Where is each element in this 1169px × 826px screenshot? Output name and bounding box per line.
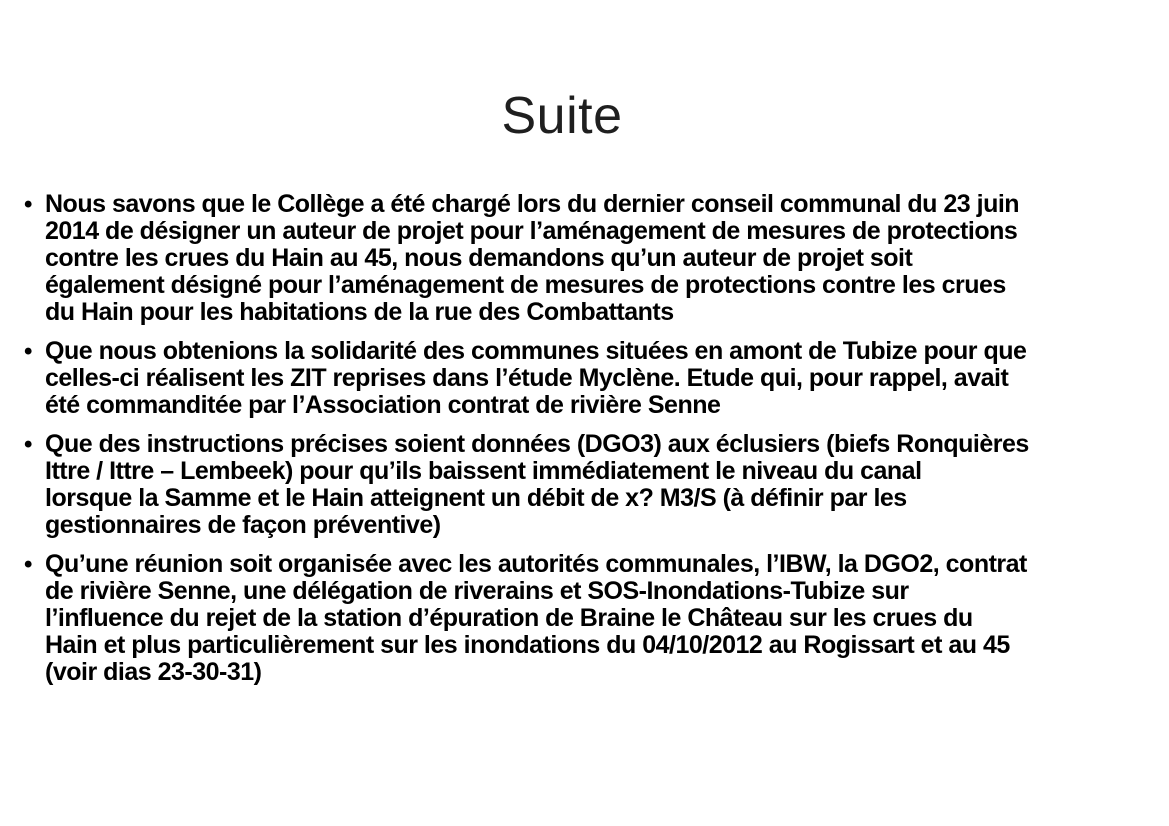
bullet-line: contre les crues du Hain au 45, nous demandons qu’un auteur de projet soit xyxy=(45,244,913,272)
bullet-line: celles-ci réalisent les ZIT reprises dans l’étude Myclène. Etude qui, pour rappel, avait xyxy=(45,364,1009,392)
bullet-paragraph xyxy=(45,191,1019,326)
bullet-line: Qu’une réunion soit organisée avec les autorités communales, l’IBW, la DGO2, contrat xyxy=(45,550,1027,578)
bullet-item xyxy=(24,191,1166,326)
bullet-line: Que nous obtenions la solidarité des communes situées en amont de Tubize pour que xyxy=(45,337,1027,365)
bullet-line: lorsque la Samme et le Hain atteignent un débit de x? M3/S (à définir par les xyxy=(45,484,907,512)
bullet-dot-icon: • xyxy=(24,191,33,218)
bullet-line: de rivière Senne, une délégation de riverains et SOS-Inondations-Tubize sur xyxy=(45,577,909,605)
bullet-line: du Hain pour les habitations de la rue des Combattants xyxy=(45,298,674,326)
bullet-item xyxy=(24,338,1166,419)
bullet-line: Nous savons que le Collège a été chargé lors du dernier conseil communal du 23 juin xyxy=(45,190,1020,218)
bullet-dot-icon: • xyxy=(24,338,33,365)
bullet-line: Hain et plus particulièrement sur les inondations du 04/10/2012 au Rogissart et au 45 xyxy=(45,631,1010,659)
bullet-line: gestionnaires de façon préventive) xyxy=(45,511,441,539)
bullet-line: l’influence du rejet de la station d’épuration de Braine le Château sur les crues du xyxy=(45,604,973,632)
slide-title: Suite xyxy=(501,87,623,145)
bullet-paragraph xyxy=(45,338,1026,419)
bullet-line: été commanditée par l’Association contrat de rivière Senne xyxy=(45,391,721,419)
bullet-line: Ittre / Ittre – Lembeek) pour qu’ils baissent immédiatement le niveau du canal xyxy=(45,457,922,485)
bullet-dot-icon: • xyxy=(24,431,33,458)
bullet-paragraph xyxy=(45,431,1029,539)
bullet-line: également désigné pour l’aménagement de mesures de protections contre les crues xyxy=(45,271,1006,299)
bullet-dot-icon: • xyxy=(24,551,33,578)
bullet-line: (voir dias 23-30-31) xyxy=(45,658,262,686)
bullet-list xyxy=(24,191,1166,698)
bullet-line: Que des instructions précises soient données (DGO3) aux éclusiers (biefs Ronquières xyxy=(45,430,1029,458)
bullet-item xyxy=(24,431,1166,539)
bullet-item xyxy=(24,551,1166,686)
bullet-line: 2014 de désigner un auteur de projet pour l’aménagement de mesures de protections xyxy=(45,217,1018,245)
bullet-paragraph xyxy=(45,551,1027,686)
